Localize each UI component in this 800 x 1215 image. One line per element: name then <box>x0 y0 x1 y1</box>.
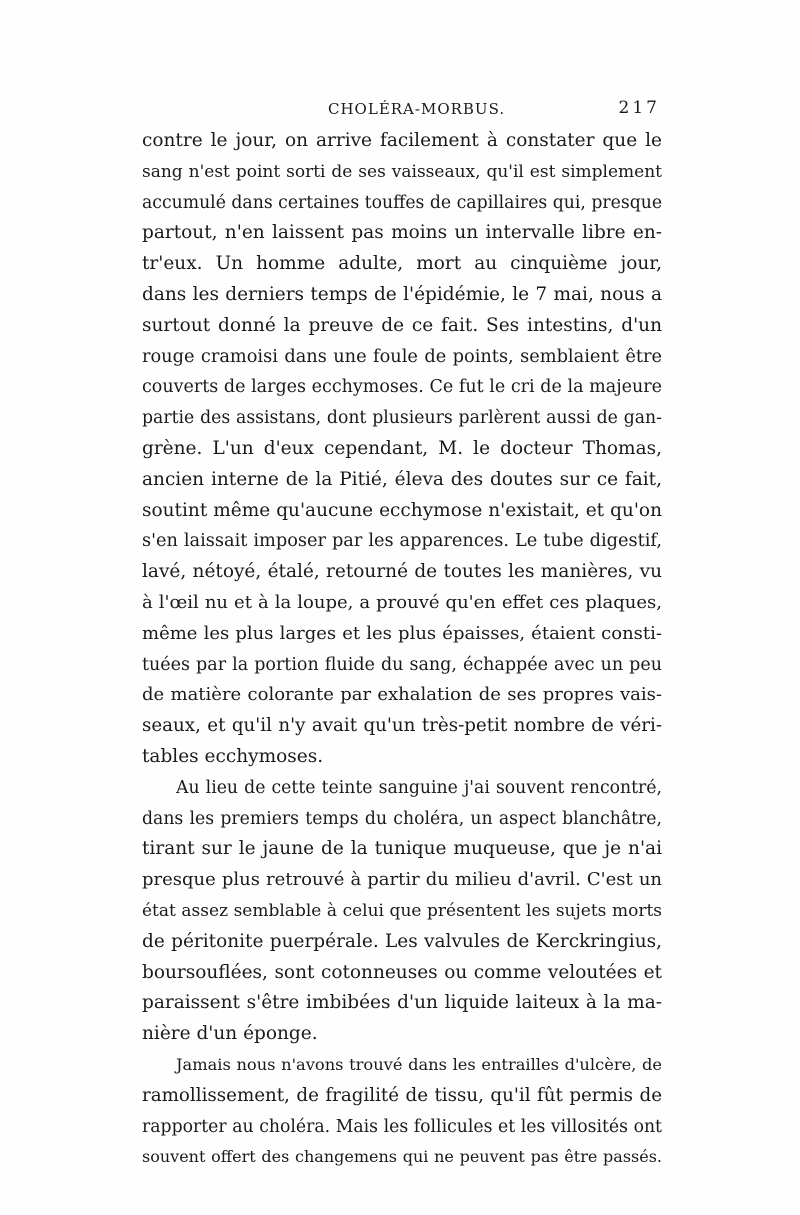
text-line: partout, n'en laissent pas moins un intervalle libre en- <box>142 222 662 244</box>
text-line: de matière colorante par exhalation de ses propres vais- <box>142 684 662 706</box>
text-line: tr'eux. Un homme adulte, mort au cinquième jour, <box>142 253 662 275</box>
text-line: paraissent s'être imbibées d'un liquide laiteux à la ma- <box>142 992 662 1014</box>
text-line: à l'œil nu et à la loupe, a prouvé qu'en effet ces plaques, <box>142 591 662 613</box>
text-line: même les plus larges et les plus épaisses, étaient consti- <box>142 622 662 644</box>
paragraph-1 <box>142 126 662 773</box>
text-line: tirant sur le jaune de la tunique muqueuse, que je n'ai <box>142 838 662 860</box>
text-line: soutint même qu'aucune ecchymose n'existait, et qu'on <box>142 499 662 521</box>
text-line: contre le jour, on arrive facilement à constater que le <box>142 130 662 151</box>
text-line: accumulé dans certaines touffes de capillaires qui, presque <box>142 192 663 213</box>
paragraph-2 <box>142 773 662 1050</box>
text-line: dans les derniers temps de l'épidémie, le 7 mai, nous a <box>142 283 662 305</box>
text-line: lavé, nétoyé, étalé, retourné de toutes les manières, vu <box>142 561 662 583</box>
text-line: dans les premiers temps du choléra, un aspect blanchâtre, <box>142 808 662 829</box>
text-line: rouge cramoisi dans une foule de points, semblaient être <box>142 346 662 367</box>
text-line: de péritonite puerpérale. Les valvules de Kerckringius, <box>142 930 662 952</box>
text-line: partie des assistans, dont plusieurs parlèrent aussi de gan- <box>142 408 662 429</box>
text-line: nière d'un éponge. <box>142 1023 318 1045</box>
text-line: Au lieu de cette teinte sanguine j'ai souvent rencontré, <box>176 777 662 798</box>
body-text <box>142 126 662 1173</box>
page-number: 217 <box>618 98 660 118</box>
text-line: seaux, et qu'il n'y avait qu'un très-petit nombre de véri- <box>142 715 662 737</box>
text-line: surtout donné la preuve de ce fait. Ses intestins, d'un <box>142 314 662 336</box>
text-line: grène. L'un d'eux cependant, M. le docteur Thomas, <box>142 437 662 459</box>
running-head <box>142 96 660 122</box>
text-line: tuées par la portion fluide du sang, échappée avec un peu <box>142 654 662 675</box>
text-line: ancien interne de la Pitié, éleva des doutes sur ce fait, <box>142 468 662 490</box>
running-title: CHOLÉRA-MORBUS. <box>328 100 506 118</box>
text-line: couverts de larges ecchymoses. Ce fut le cri de la majeure <box>142 377 662 398</box>
text-line: souvent offert des changemens qui ne peuvent pas être passés. <box>142 1147 662 1167</box>
text-line: rapporter au choléra. Mais les follicules et les villosités ont <box>142 1116 662 1137</box>
paragraph-3 <box>142 1050 662 1173</box>
text-line: s'en laissait imposer par les apparences. Le tube digestif, <box>142 531 662 552</box>
text-line: tables ecchymoses. <box>142 745 324 767</box>
text-line: état assez semblable à celui que présentent les sujets morts <box>142 900 662 921</box>
text-line: sang n'est point sorti de ses vaisseaux, qu'il est simplement <box>142 161 662 182</box>
text-line: presque plus retrouvé à partir du milieu d'avril. C'est un <box>142 869 662 891</box>
text-line: boursouflées, sont cotonneuses ou comme veloutées et <box>142 961 662 983</box>
text-line: ramollissement, de fragilité de tissu, qu'il fût permis de <box>142 1084 662 1106</box>
text-line: Jamais nous n'avons trouvé dans les entrailles d'ulcère, de <box>176 1054 662 1074</box>
